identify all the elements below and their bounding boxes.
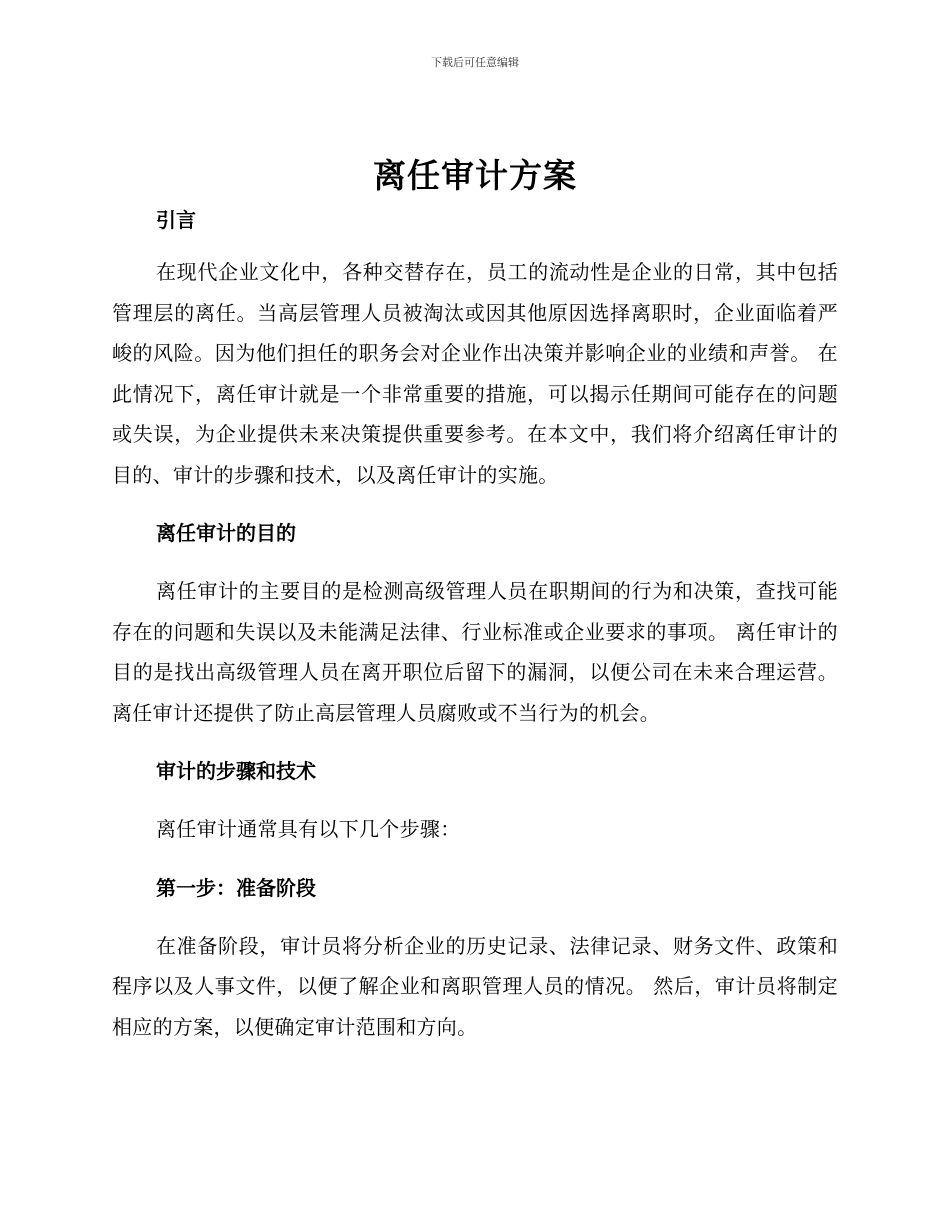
paragraph-intro: 在现代企业文化中，各种交替存在，员工的流动性是企业的日常，其中包括管理层的离任。当高层管理人员被淘汰或因其他原因选择离职时，企业面临着严峻的风险。因为他们担任的职务会对企业作出决策并影响企业的业绩和声誉。 在此情况下，离任审计就是一个非常重要的措施，可以揭示任期间可能存在的问题或失误，为企业提供未来决策提供重要参考。在本文中，我们将介绍离任审计的目的、审计的步骤和技术，以及离任审计的实施。 xyxy=(112,260,838,487)
section-heading-steps: 审计的步骤和技术 xyxy=(156,759,316,783)
paragraph-step1: 在准备阶段，审计员将分析企业的历史记录、法律记录、财务文件、政策和程序以及人事文件，以便了解企业和离职管理人员的情况。 然后，审计员将制定相应的方案，以便确定审计范围和方向。 xyxy=(112,933,838,1039)
section-heading-step1: 第一步：准备阶段 xyxy=(156,875,316,900)
document-title: 离任审计方案 xyxy=(373,156,577,195)
paragraph-steps-intro: 离任审计通常具有以下几个步骤： xyxy=(156,817,461,841)
header-note: 下载后可任意编辑 xyxy=(431,56,519,69)
section-heading-intro: 引言 xyxy=(156,208,196,232)
document-body xyxy=(112,204,838,1047)
section-heading-purpose: 离任审计的目的 xyxy=(156,521,296,545)
paragraph-purpose: 离任审计的主要目的是检测高级管理人员在职期间的行为和决策，查找可能存在的问题和失误以及未能满足法律、行业标准或企业要求的事项。 离任审计的目的是找出高级管理人员在离开职位后留下的漏洞，以便公司在未来合理运营。 离任审计还提供了防止高层管理人员腐败或不当行为的机会。 xyxy=(112,579,838,725)
